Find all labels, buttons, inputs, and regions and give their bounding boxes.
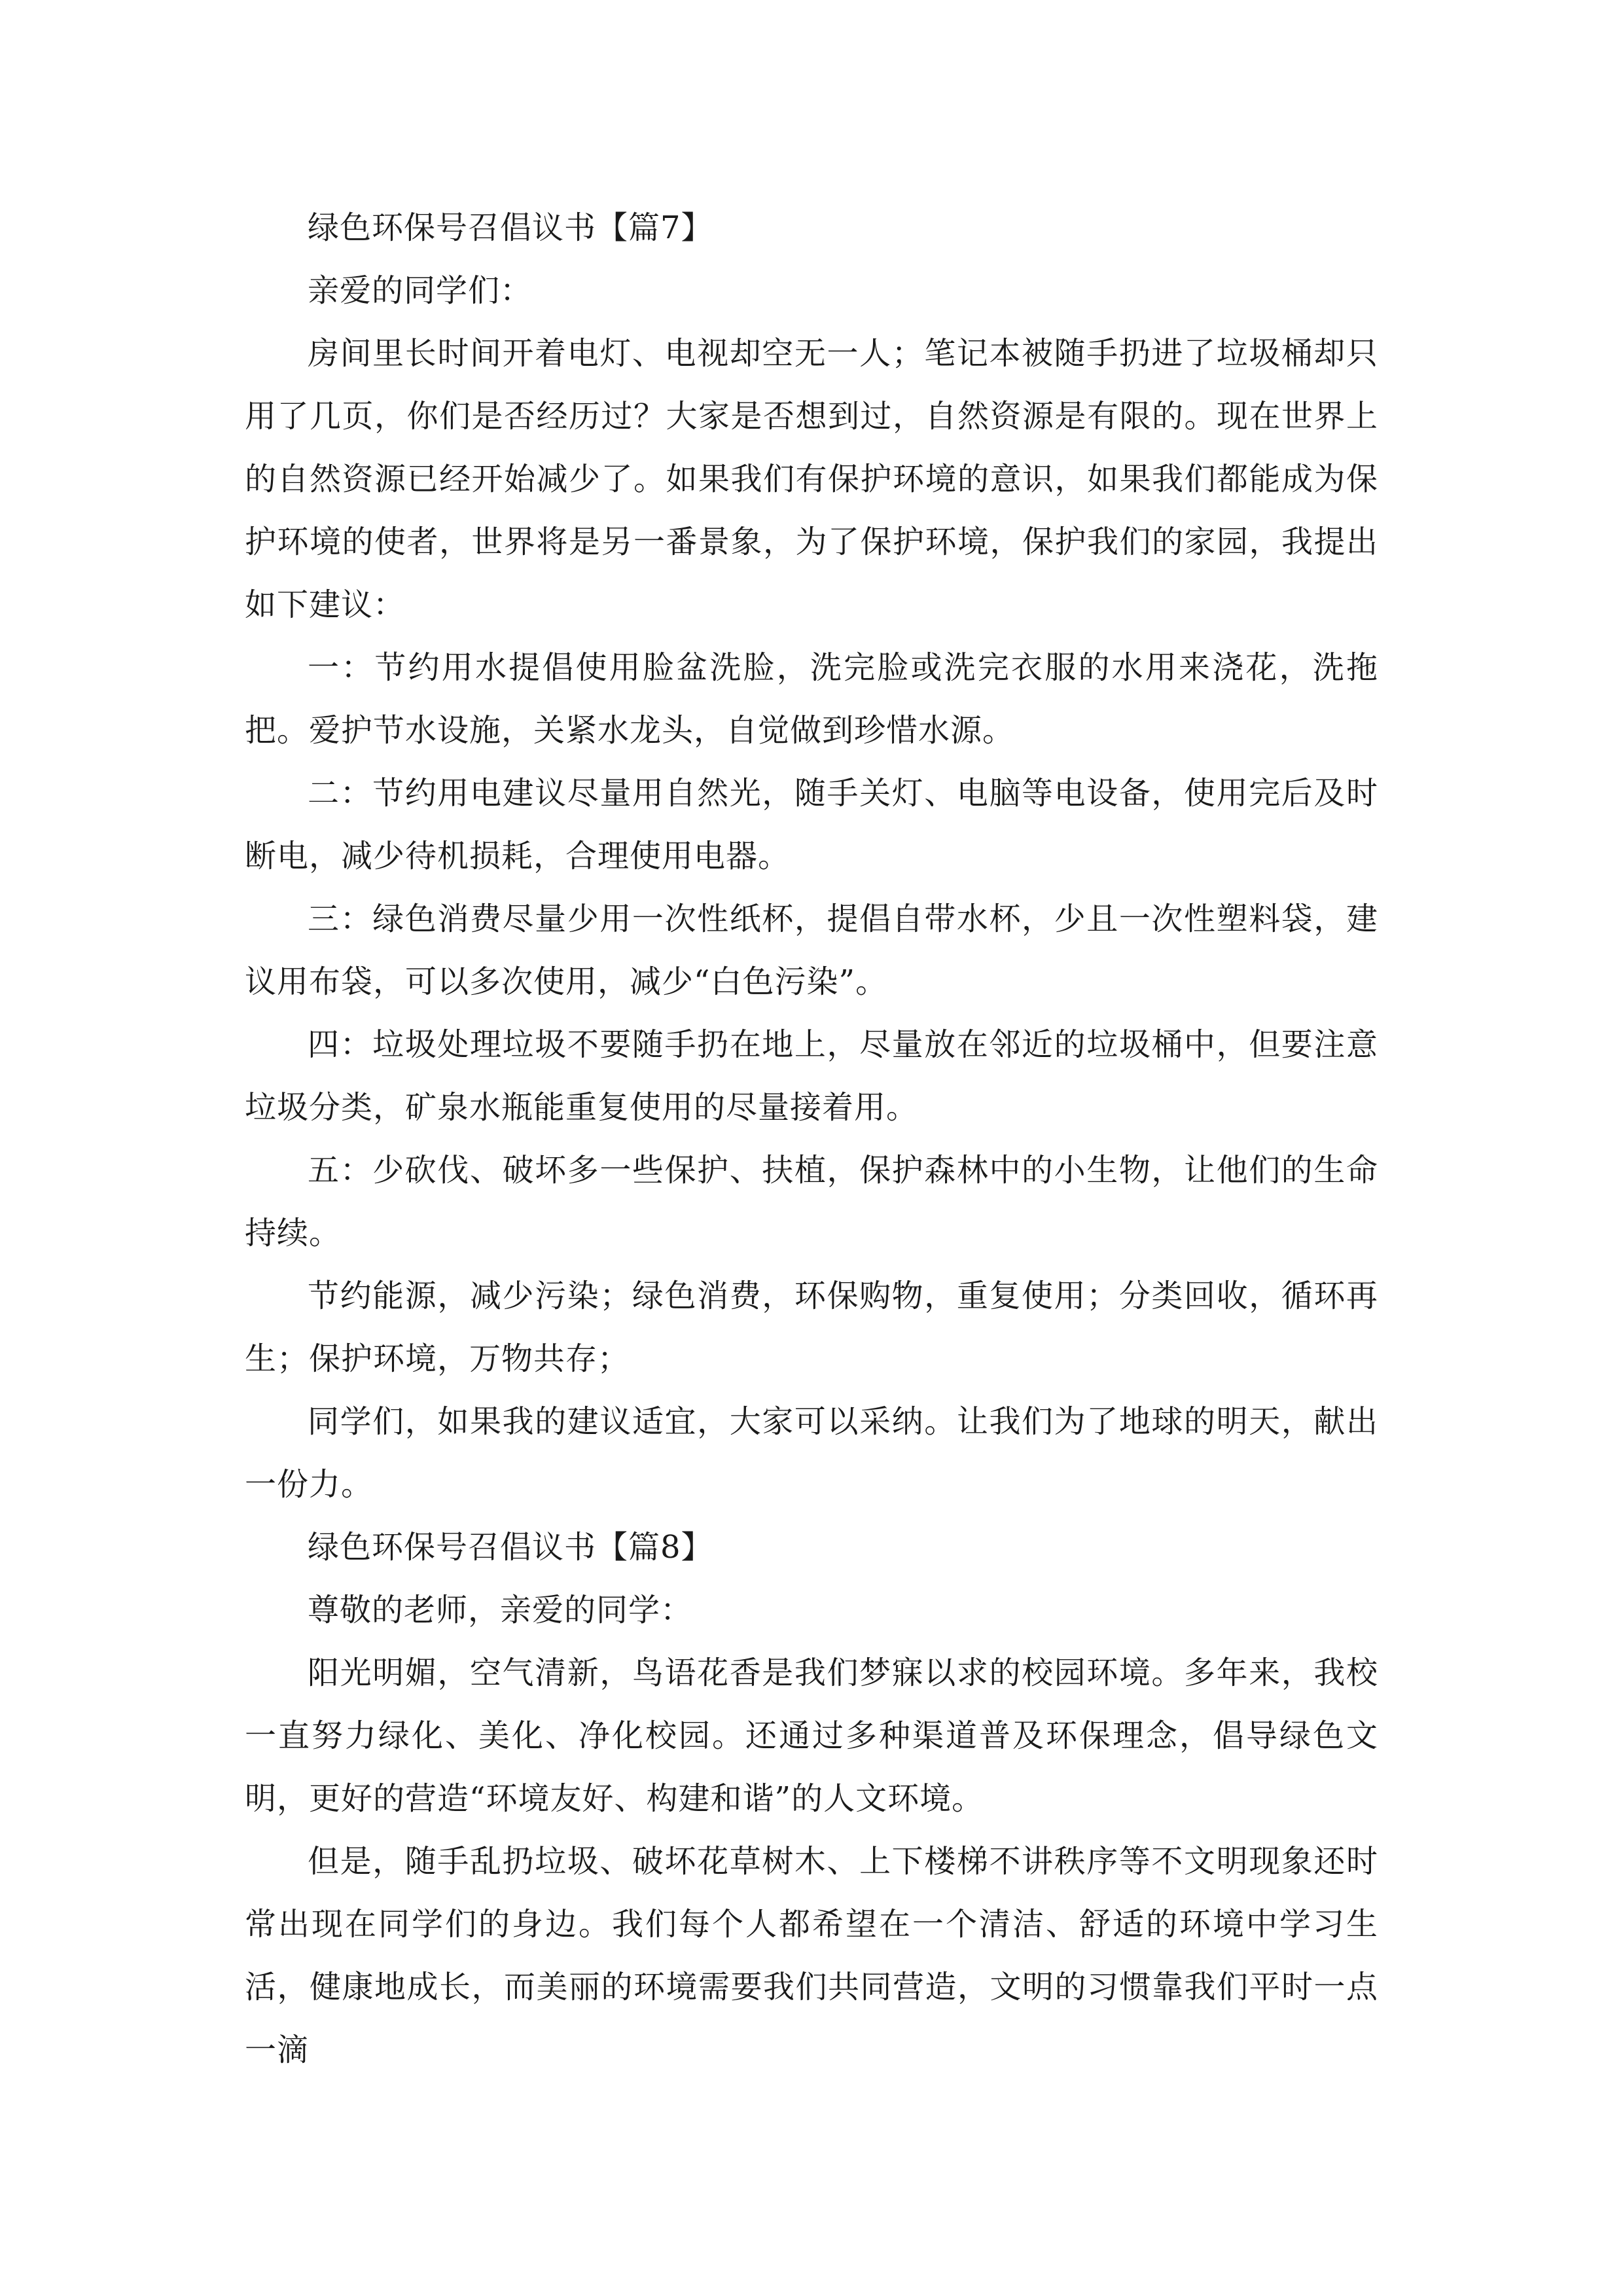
paragraph: 二：节约用电建议尽量用自然光，随手关灯、电脑等电设备，使用完后及时断电，减少待机损耗，合理使用电器。 — [245, 775, 1378, 874]
section-title-8: 绿色环保号召倡议书【篇8】 — [308, 1529, 713, 1566]
salutation-7: 亲爱的同学们： — [308, 272, 533, 309]
document-body — [245, 196, 1378, 2081]
paragraph: 节约能源，减少污染；绿色消费，环保购物，重复使用；分类回收，循环再生；保护环境，万物共存； — [245, 1278, 1378, 1377]
paragraph: 一：节约用水提倡使用脸盆洗脸，洗完脸或洗完衣服的水用来浇花，洗拖把。爱护节水设施，关紧水龙头，自觉做到珍惜水源。 — [245, 649, 1378, 749]
paragraph: 但是，随手乱扔垃圾、破坏花草树木、上下楼梯不讲秩序等不文明现象还时常出现在同学们的身边。我们每个人都希望在一个清洁、舒适的环境中学习生活，健康地成长，而美丽的环境需要我们共同营造，文明的习惯靠我们平时一点一滴 — [245, 1843, 1378, 2068]
paragraph: 五：少砍伐、破坏多一些保护、扶植，保护森林中的小生物，让他们的生命持续。 — [245, 1152, 1378, 1251]
paragraph: 房间里长时间开着电灯、电视却空无一人；笔记本被随手扔进了垃圾桶却只用了几页，你们是否经历过？大家是否想到过，自然资源是有限的。现在世界上的自然资源已经开始减少了。如果我们有保护环境的意识，如果我们都能成为保护环境的使者，世界将是另一番景象，为了保护环境，保护我们的家园，我提出如下建议： — [245, 335, 1378, 623]
section-title-7: 绿色环保号召倡议书【篇7】 — [308, 209, 713, 246]
paragraph: 四：垃圾处理垃圾不要随手扔在地上，尽量放在邻近的垃圾桶中，但要注意垃圾分类，矿泉水瓶能重复使用的尽量接着用。 — [245, 1026, 1378, 1126]
paragraph: 同学们，如果我的建议适宜，大家可以采纳。让我们为了地球的明天，献出一份力。 — [245, 1403, 1378, 1503]
salutation-8: 尊敬的老师，亲爱的同学： — [308, 1592, 693, 1628]
paragraph: 阳光明媚，空气清新，鸟语花香是我们梦寐以求的校园环境。多年来，我校一直努力绿化、美化、净化校园。还通过多种渠道普及环保理念，倡导绿色文明，更好的营造“环境友好、构建和谐”的人文环境。 — [245, 1655, 1378, 1817]
paragraph: 三：绿色消费尽量少用一次性纸杯，提倡自带水杯，少且一次性塑料袋，建议用布袋，可以多次使用，减少“白色污染”。 — [245, 901, 1378, 1000]
